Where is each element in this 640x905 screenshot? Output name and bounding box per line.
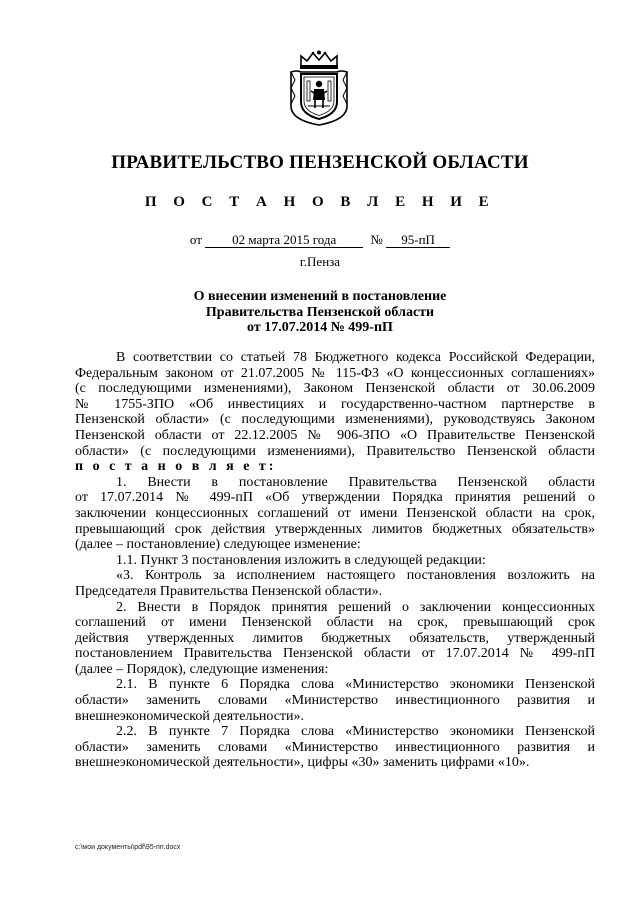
text-line: соглашений от имени Пензенской области на срок, превышающий срок	[75, 615, 595, 631]
text-line: Пензенской области от 22.12.2005 № 906-ЗПО «О Правительстве Пензенской	[75, 427, 595, 443]
text-line: 2.1. В пункте 6 Порядка слова «Министерство экономики Пензенской	[116, 677, 595, 693]
text-line: В соответствии со статьей 78 Бюджетного кодекса Российской Федерации,	[116, 350, 595, 365]
document-type: П О С Т А Н О В Л Е Н И Е	[144, 194, 496, 210]
subject-line: О внесении изменений в постановление	[193, 289, 447, 304]
text-line: области» заменить словами «Министерство инвестиционного развития и	[75, 739, 595, 755]
text-line: 2. Внести в Порядок принятия решений о заключении концессионных	[116, 599, 595, 615]
text-line: внешнеэкономической деятельности».	[75, 708, 305, 724]
text-line: области» заменить словами «Министерство инвестиционного развития и	[75, 693, 595, 709]
text-line: № 1755-ЗПО «Об инвестициях и государственно-частном партнерстве в	[75, 396, 595, 412]
date-number-line	[0, 232, 640, 248]
text-line: (далее – постановление) следующее изменение:	[75, 537, 361, 553]
item-1-paragraph	[75, 475, 595, 553]
text-line: Пензенской области» (с последующими изменениями), руководствуясь Законом	[75, 412, 595, 428]
text-line: внешнеэкономической деятельности», цифры «30» заменить цифрами «10».	[75, 755, 530, 771]
item-1-1-paragraph: 1.1. Пункт 3 постановления изложить в следующей редакции:	[116, 552, 486, 568]
document-subject	[150, 289, 490, 336]
text-line: превышающий срок действия утвержденных лимитов бюджетных обязательств»	[75, 521, 595, 537]
text-line: «3. Контроль за исполнением настоящего постановления возложить на	[116, 568, 595, 584]
item-1-1-text-paragraph	[75, 568, 595, 599]
text-line: (далее – Порядок), следующие изменения:	[75, 661, 329, 677]
text-line: (с последующими изменениями), Законом Пензенской области от 30.06.2009	[75, 381, 595, 397]
text-line: от 17.07.2014 № 499-пП «Об утверждении Порядка принятия решений о	[75, 490, 595, 506]
item-2-1-paragraph	[75, 677, 595, 724]
text-line: Председателя Правительства Пензенской области».	[75, 583, 383, 599]
text-line: 1. Внести в постановление Правительства Пензенской области	[116, 474, 595, 490]
item-2-paragraph	[75, 600, 595, 678]
organization-title: ПРАВИТЕЛЬСТВО ПЕНЗЕНСКОЙ ОБЛАСТИ	[111, 152, 529, 173]
text-line: постановлением Правительства Пензенской области от 17.07.2014 № 499-пП	[75, 646, 595, 662]
document-number: 95-пП	[386, 233, 450, 248]
item-2-2-paragraph	[75, 724, 595, 771]
document-date: 02 марта 2015 года	[205, 233, 363, 248]
text-line: области» (с последующими изменениями), Правительство Пензенской области	[75, 443, 595, 459]
date-prefix: от	[189, 232, 202, 247]
subject-line: Правительства Пензенской области	[205, 304, 435, 320]
document-body	[75, 350, 595, 771]
text-line: Федеральным законом от 21.07.2005 № 115-ФЗ «О концессионных соглашениях»	[75, 365, 595, 381]
subject-line: от 17.07.2014 № 499-пП	[247, 320, 393, 335]
preamble-paragraph	[75, 350, 595, 475]
text-line: 2.2. В пункте 7 Порядка слова «Министерство экономики Пензенской	[116, 724, 595, 740]
number-prefix: №	[370, 232, 383, 247]
text-line: действия утвержденных лимитов бюджетных обязательств, утвержденный	[75, 630, 595, 646]
coat-of-arms-emblem-icon	[287, 50, 351, 126]
resolves-word: п о с т а н о в л я е т:	[75, 459, 277, 475]
text-line: заключении концессионных соглашений от имени Пензенской области на срок,	[75, 505, 595, 521]
city: г.Пенза	[299, 254, 341, 269]
footer-file-path: c:\мои документы\pdf\95-пп.docx	[75, 844, 181, 851]
